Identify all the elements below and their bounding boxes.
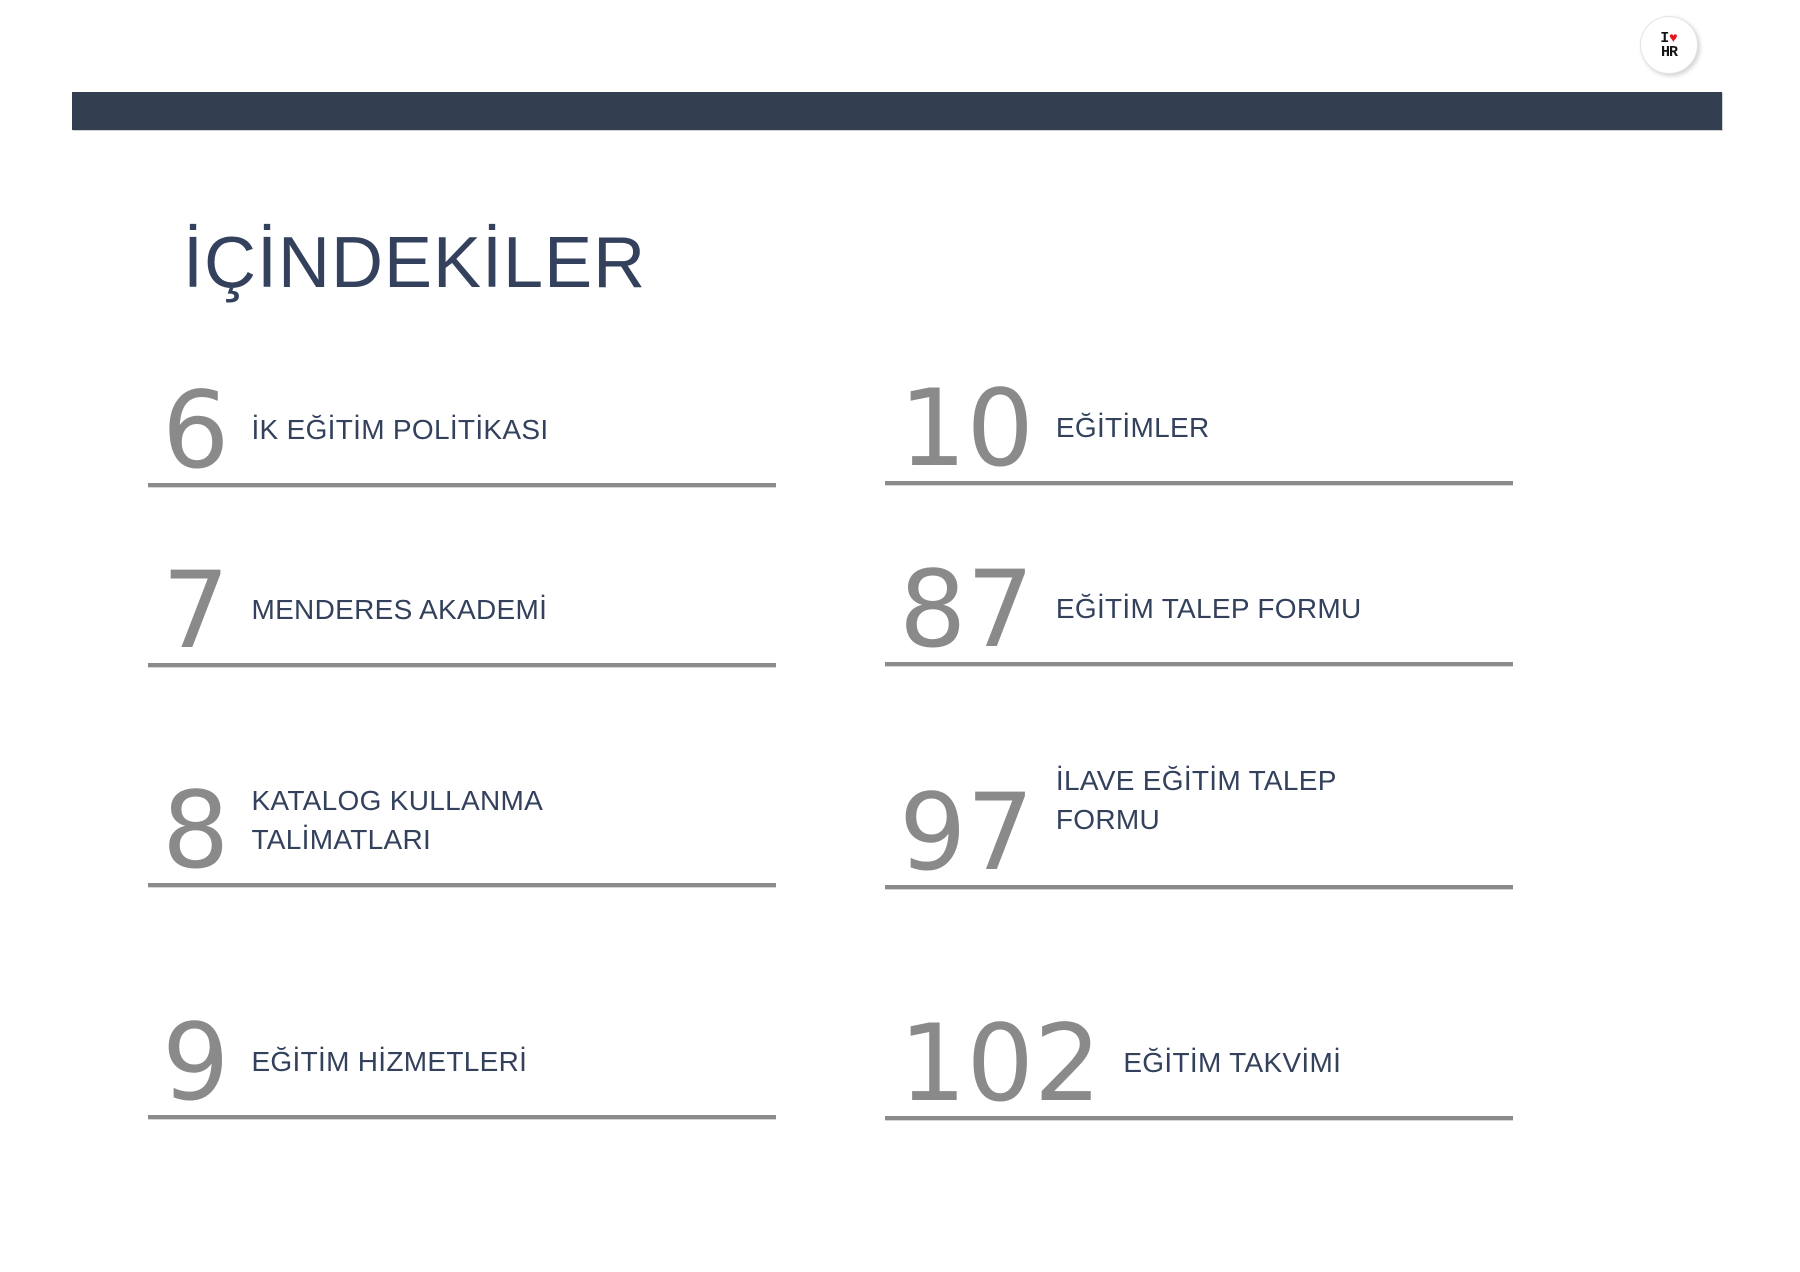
toc-page-number: 102 [899,1002,1102,1126]
logo-initials: HR [1660,43,1677,61]
toc-entry-egitim-takvimi[interactable] [885,953,1513,1126]
toc-page-number: 97 [899,771,1034,895]
toc-entry-label: EĞİTİM HİZMETLERİ [251,1045,528,1077]
page-title: İÇİNDEKİLER [183,223,647,303]
toc-page-number: 10 [899,367,1034,491]
toc-entry-label: KATALOG KULLANMA TALİMATLARI [251,784,542,855]
toc-entry-ilave-egitim-talep-formu[interactable] [885,692,1513,895]
toc-entry-ik-egitim-politikasi[interactable] [148,320,776,493]
toc-entry-label: MENDERES AKADEMİ [251,593,548,625]
toc-entry-label: İLAVE EĞİTİM TALEP FORMU [1055,764,1337,835]
toc-entry-label: İK EĞİTİM POLİTİKASI [251,413,549,445]
toc-page-number: 7 [162,549,230,673]
toc-page-number: 9 [162,1001,230,1125]
toc-entry-katalog-kullanma-talimatlari[interactable] [148,690,776,893]
toc-entry-egitim-talep-formu[interactable] [885,499,1513,672]
toc-page-number: 6 [162,369,230,493]
heart-icon: ♥ [1669,30,1678,47]
header-bar [72,92,1722,130]
toc-entry-label: EĞİTİM TALEP FORMU [1055,592,1362,624]
toc-entry-egitimler[interactable] [885,318,1513,491]
toc-entry-egitim-hizmetleri[interactable] [148,952,776,1125]
toc-entry-menderes-akademi[interactable] [148,500,776,673]
toc-entry-label: EĞİTİMLER [1055,411,1210,443]
toc-page-number: 87 [899,548,1034,672]
logo-letter: I [1660,29,1669,47]
toc-page-number: 8 [162,769,230,893]
company-logo [1640,16,1698,74]
toc-entry-label: EĞİTİM TAKVİMİ [1123,1046,1342,1078]
